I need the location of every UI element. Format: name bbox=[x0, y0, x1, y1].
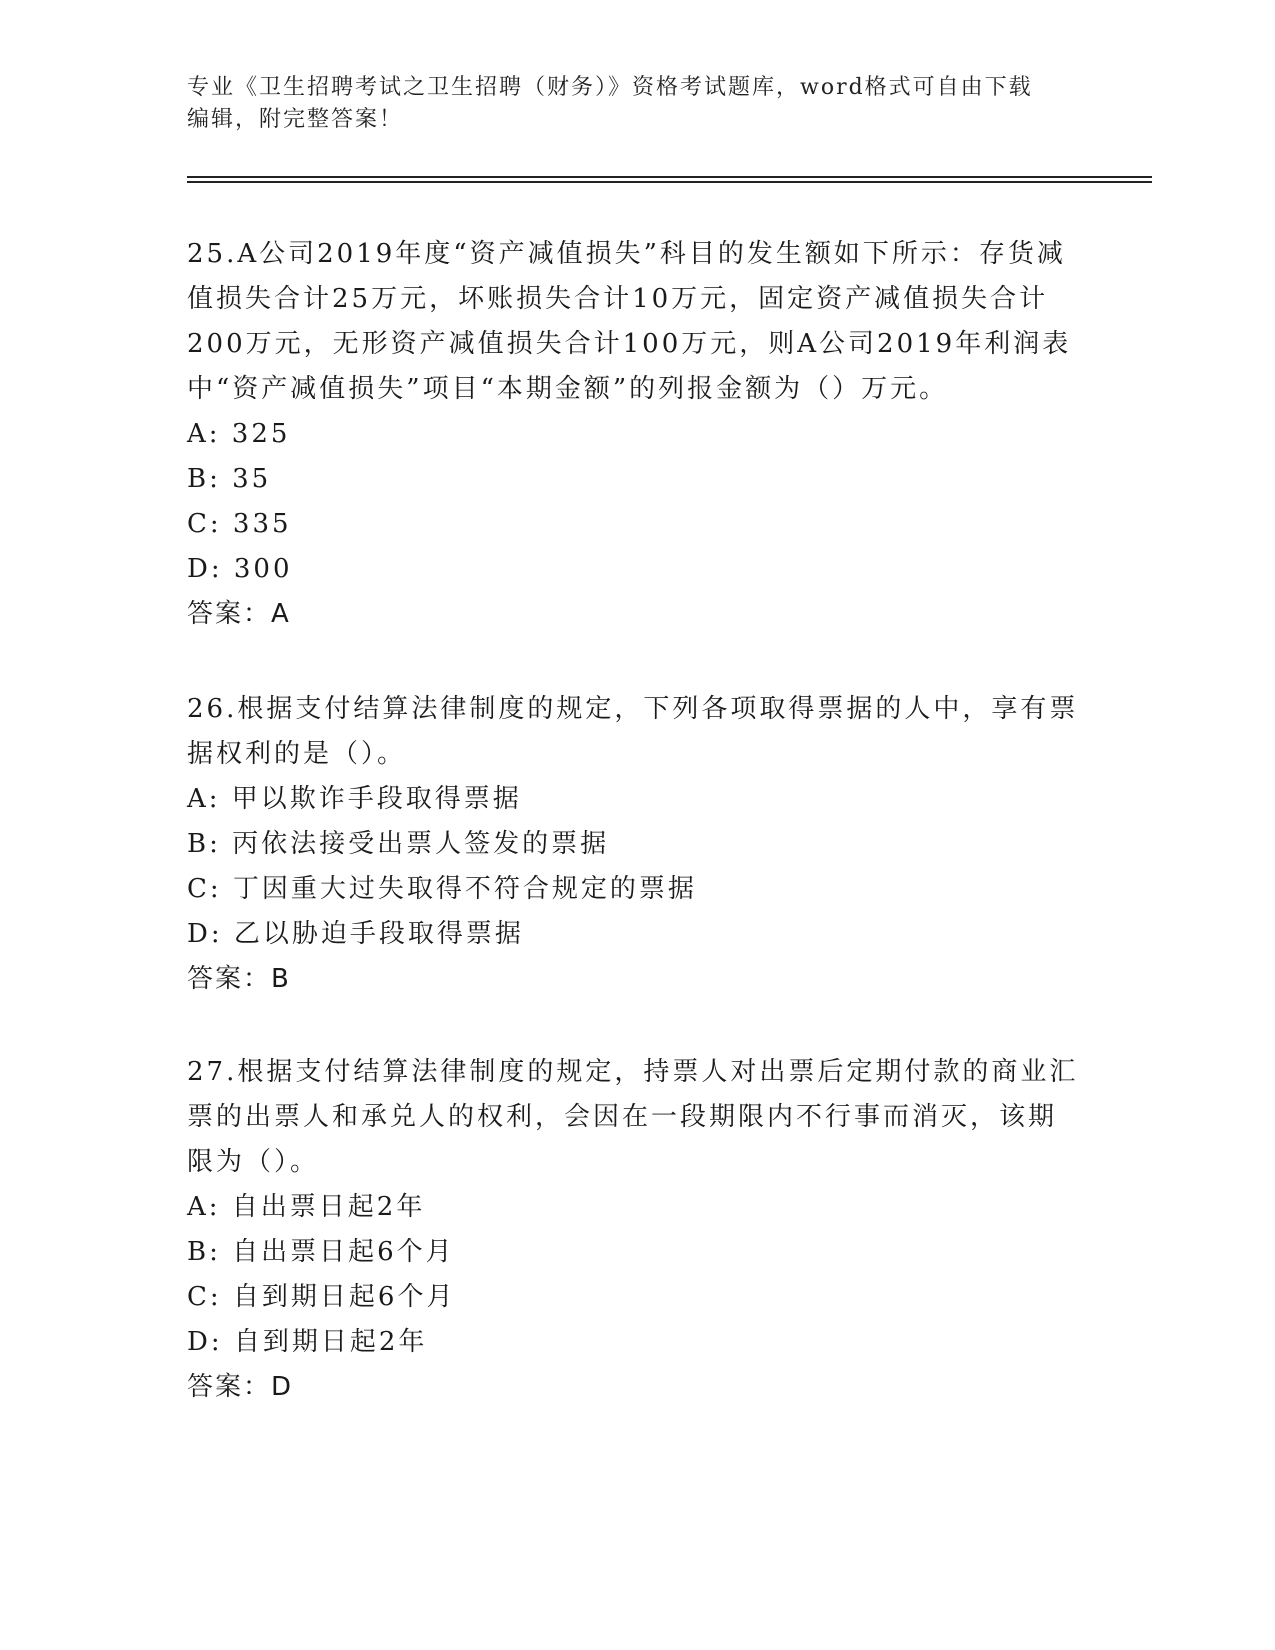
question-stem-line: 25.A公司2019年度“资产减值损失”科目的发生额如下所示：存货减 bbox=[187, 239, 1066, 269]
document-header bbox=[187, 72, 1087, 136]
answer-line: 答案：B bbox=[187, 964, 291, 994]
answer-line: 答案：D bbox=[187, 1372, 294, 1402]
question-stem-line: 27.根据支付结算法律制度的规定，持票人对出票后定期付款的商业汇 bbox=[187, 1057, 1079, 1087]
question-27 bbox=[187, 1050, 1087, 1410]
question-stem-line: 限为（）。 bbox=[187, 1147, 320, 1177]
option-b: B: 35 bbox=[187, 464, 272, 494]
question-26 bbox=[187, 687, 1087, 1002]
header-line-2: 编辑，附完整答案！ bbox=[187, 107, 404, 132]
option-a: A: 甲以欺诈手段取得票据 bbox=[187, 784, 522, 814]
option-c: C: 丁因重大过失取得不符合规定的票据 bbox=[187, 874, 697, 904]
option-b: B: 自出票日起6个月 bbox=[187, 1237, 455, 1267]
option-d: D: 300 bbox=[187, 554, 293, 584]
question-stem-line: 中“资产减值损失”项目“本期金额”的列报金额为（）万元。 bbox=[187, 374, 949, 404]
question-25 bbox=[187, 232, 1087, 637]
option-d: D: 自到期日起2年 bbox=[187, 1327, 428, 1357]
question-stem-line: 200万元，无形资产减值损失合计100万元，则A公司2019年利润表 bbox=[187, 329, 1072, 359]
question-stem-line: 票的出票人和承兑人的权利，会因在一段期限内不行事而消灭，该期 bbox=[187, 1102, 1058, 1132]
header-divider-top bbox=[187, 176, 1152, 178]
option-a: A: 自出票日起2年 bbox=[187, 1192, 426, 1222]
header-line-1: 专业《卫生招聘考试之卫生招聘（财务）》资格考试题库，word格式可自由下载 bbox=[187, 75, 1033, 100]
option-b: B: 丙依法接受出票人签发的票据 bbox=[187, 829, 610, 859]
option-c: C: 335 bbox=[187, 509, 292, 539]
header-divider-bottom bbox=[187, 181, 1152, 183]
option-d: D: 乙以胁迫手段取得票据 bbox=[187, 919, 524, 949]
option-c: C: 自到期日起6个月 bbox=[187, 1282, 456, 1312]
question-stem-line: 据权利的是（）。 bbox=[187, 739, 407, 769]
answer-line: 答案：A bbox=[187, 599, 291, 629]
question-stem-line: 26.根据支付结算法律制度的规定，下列各项取得票据的人中，享有票 bbox=[187, 694, 1079, 724]
option-a: A: 325 bbox=[187, 419, 291, 449]
question-stem-line: 值损失合计25万元，坏账损失合计10万元，固定资产减值损失合计 bbox=[187, 284, 1049, 314]
